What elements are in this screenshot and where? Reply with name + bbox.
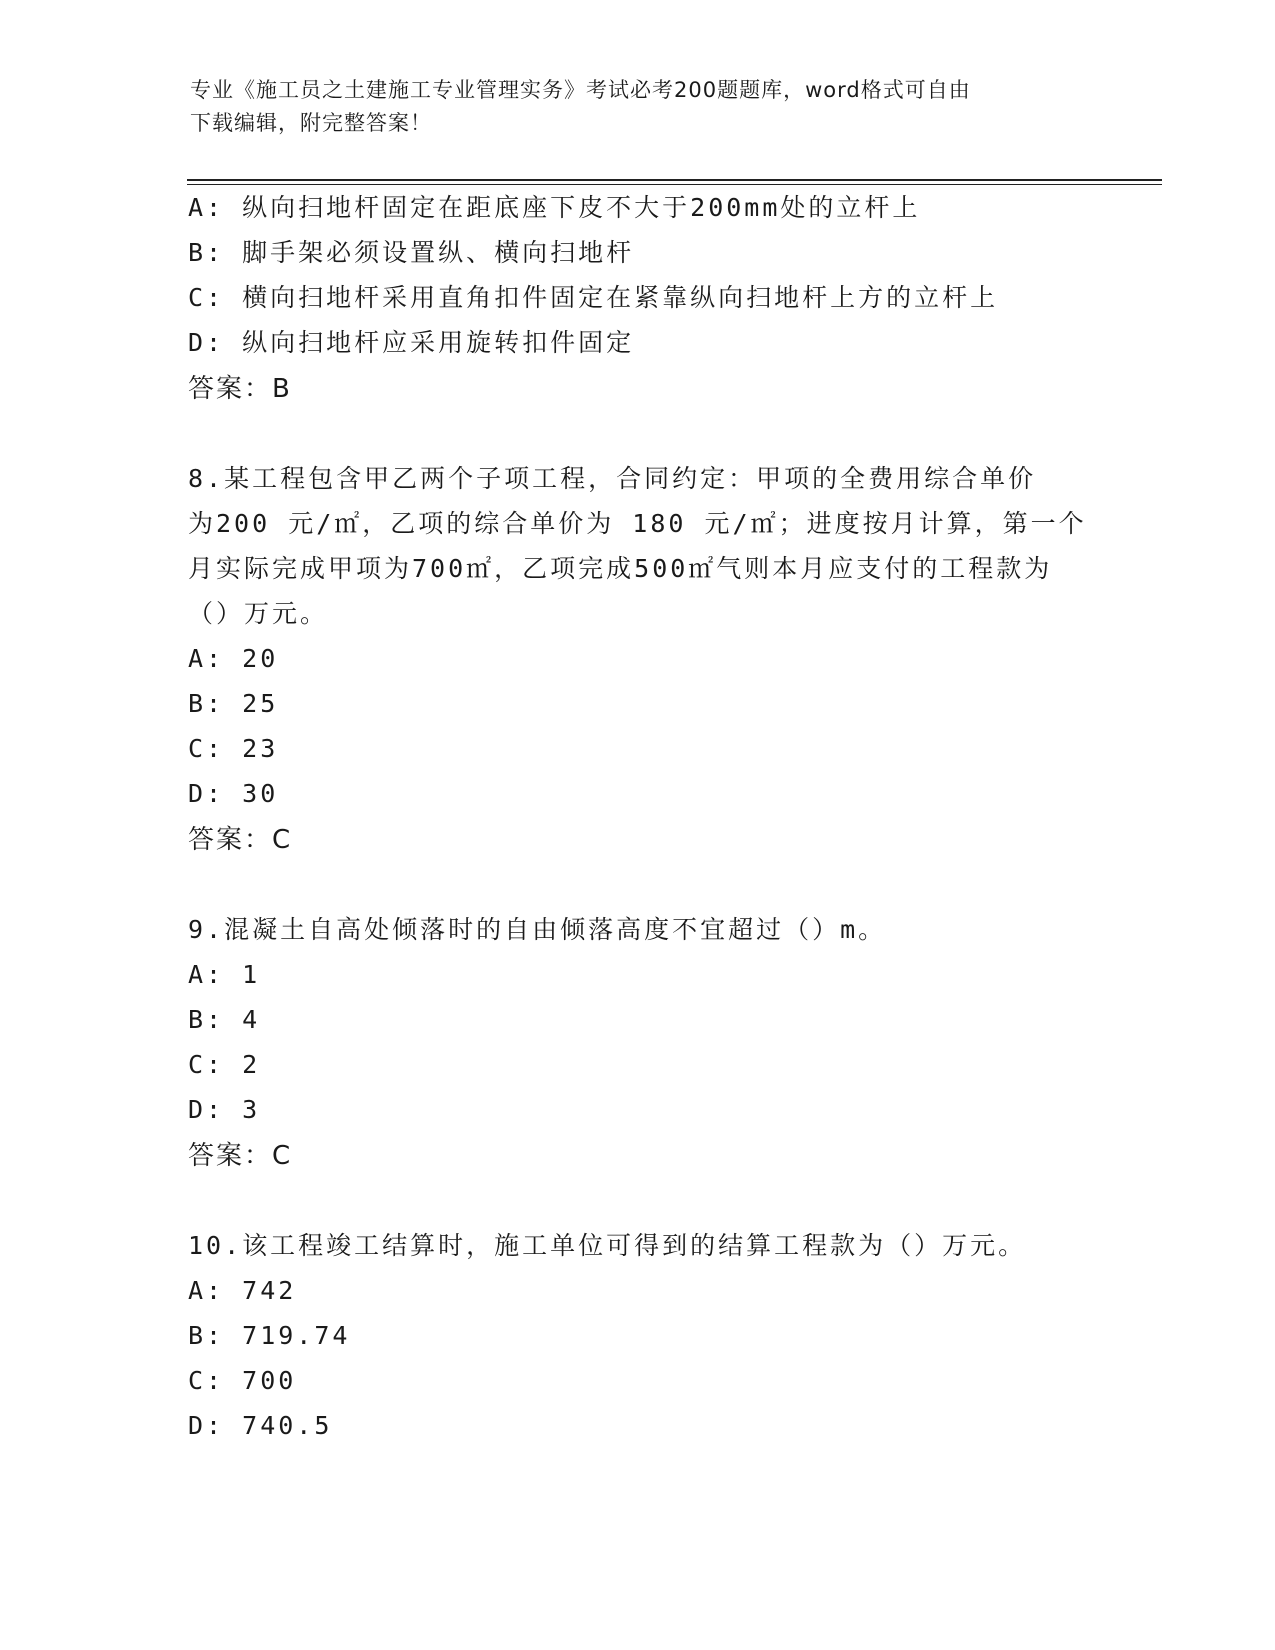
q8-stem-line-1: 8.某工程包含甲乙两个子项工程，合同约定：甲项的全费用综合单价 [188,464,1037,493]
header-line-2: 下载编辑，附完整答案！ [190,111,432,135]
q9-option-c: C: 2 [188,1050,261,1079]
q8-option-b: B: 25 [188,689,279,718]
header-divider-thick [187,179,1162,181]
header-line-1: 专业《施工员之土建施工专业管理实务》考试必考200题题库，word格式可自由 [190,78,971,102]
header-divider-thin [187,184,1162,185]
q7-option-c: C: 横向扫地杆采用直角扣件固定在紧靠纵向扫地杆上方的立杆上 [188,283,999,312]
q8-answer: 答案：C [188,825,293,855]
q7-option-b: B: 脚手架必须设置纵、横向扫地杆 [188,238,635,267]
q10-option-d: D: 740.5 [188,1411,333,1440]
q9-option-d: D: 3 [188,1095,261,1124]
q10-option-c: C: 700 [188,1366,297,1395]
q7-option-a: A: 纵向扫地杆固定在距底座下皮不大于200mm处的立杆上 [188,193,921,222]
q7-option-d: D: 纵向扫地杆应采用旋转扣件固定 [188,328,635,357]
q8-option-d: D: 30 [188,779,279,808]
q7-answer: 答案：B [188,374,292,404]
q9-stem: 9.混凝土自高处倾落时的自由倾落高度不宜超过（）m。 [188,915,887,944]
q10-option-a: A: 742 [188,1276,297,1305]
q9-option-b: B: 4 [188,1005,261,1034]
q8-option-c: C: 23 [188,734,279,763]
document-header [190,74,1090,140]
q8-option-a: A: 20 [188,644,279,673]
q8-stem-line-3: 月实际完成甲项为700㎡，乙项完成500㎡气则本月应支付的工程款为 [188,554,1053,583]
q8-stem-line-4: （）万元。 [188,599,329,628]
q10-option-b: B: 719.74 [188,1321,351,1350]
q10-stem: 10.该工程竣工结算时，施工单位可得到的结算工程款为（）万元。 [188,1231,1027,1260]
q8-stem-line-2: 为200 元/㎡，乙项的综合单价为 180 元/㎡；进度按月计算，第一个 [188,509,1087,538]
q9-answer: 答案：C [188,1141,293,1171]
q9-option-a: A: 1 [188,960,261,989]
